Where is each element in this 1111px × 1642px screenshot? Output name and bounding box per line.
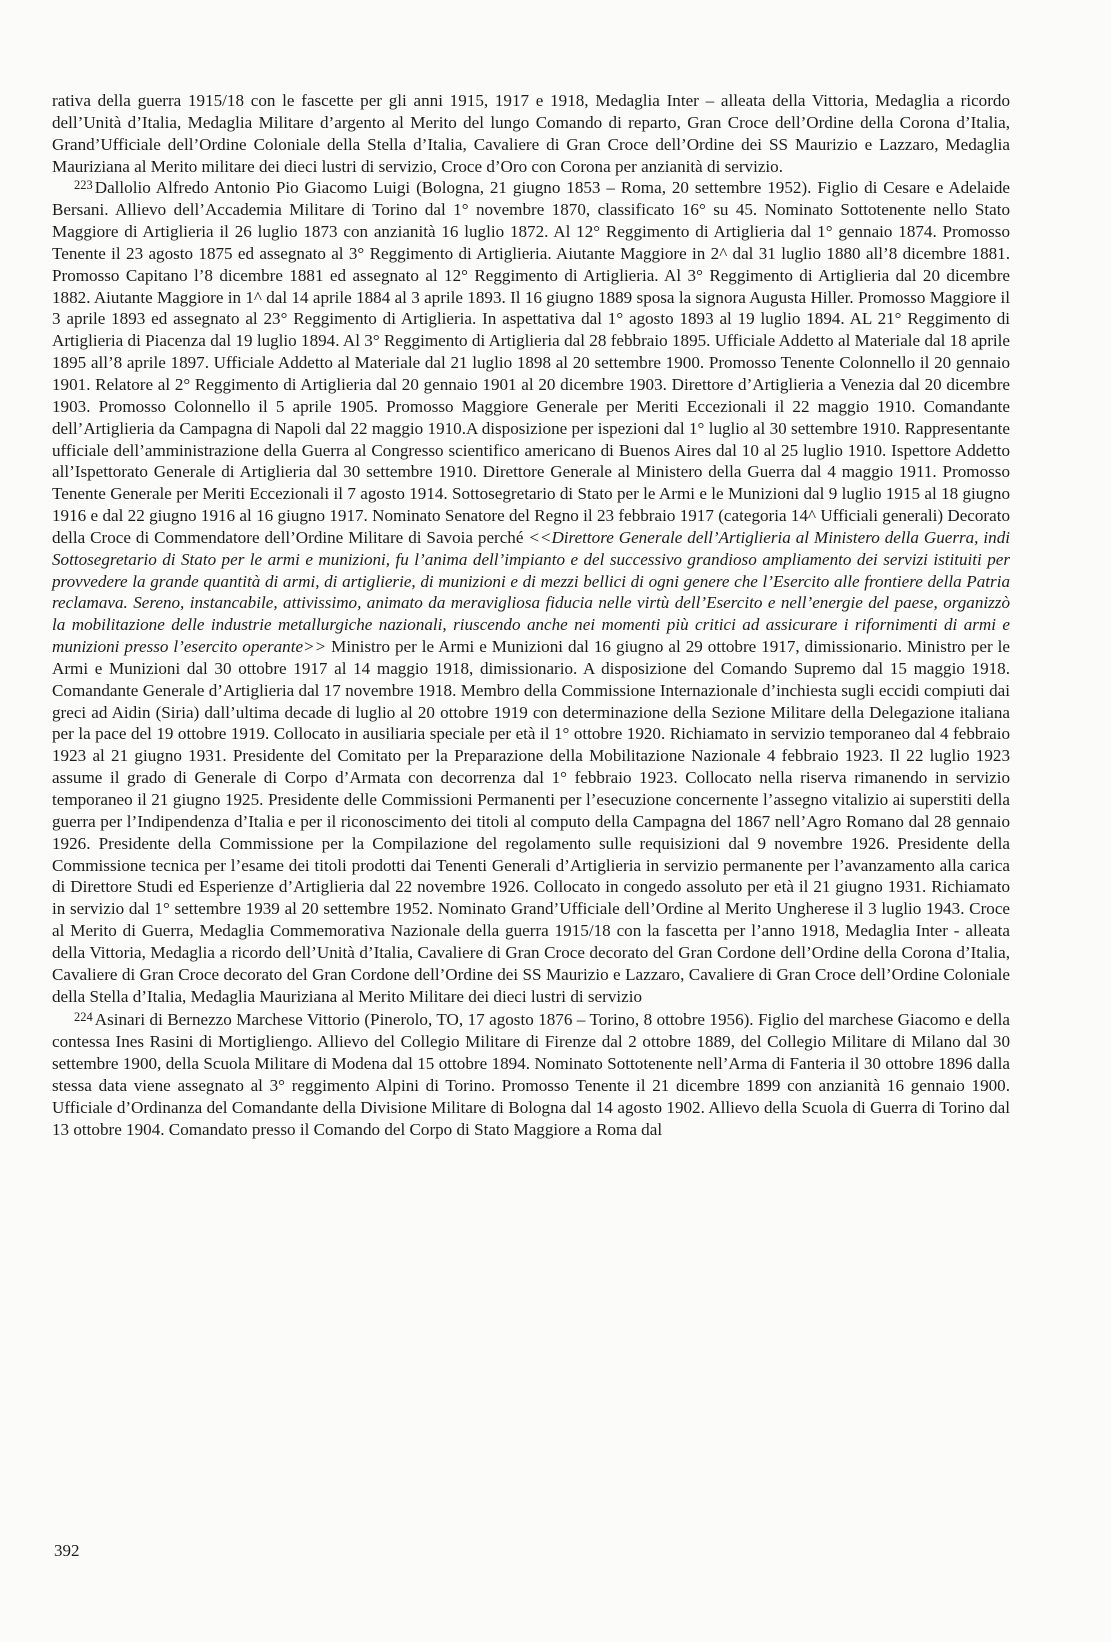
page-body	[52, 90, 1010, 1141]
footnote-number: 224	[74, 1010, 93, 1025]
footnote-number: 223	[74, 178, 93, 193]
paragraph-continuation: rativa della guerra 1915/18 con le fascette per gli anni 1915, 1917 e 1918, Medaglia Inter – alleata della Vittoria, Medaglia a ricordo dell’Unità d’Italia, Medaglia Militare d’argento al Merito del lungo Comando di reparto, Gran Croce dell’Ordine della Corona d’Italia, Grand’Ufficiale dell’Ordine Coloniale della Stella d’Italia, Cavaliere di Gran Croce dell’Ordine dei SS Maurizio e Lazzaro, Medaglia Mauriziana al Merito militare dei dieci lustri di servizio, Croce d’Oro con Corona per anzianità di servizio.	[52, 91, 1010, 176]
footnote-223	[52, 177, 1010, 1007]
page-number: 392	[54, 1541, 80, 1560]
footnote-text: Asinari di Bernezzo Marchese Vittorio (Pinerolo, TO, 17 agosto 1876 – Torino, 8 ottobre 1956). Figlio del marchese Giacomo e della contessa Ines Rasini di Mortigliengo. Allievo del Collegio Militare di Firenze dal 2 ottobre 1889, del Collegio Militare di Milano dal 30 settembre 1900, della Scuola Militare di Modena dal 15 ottobre 1894. Nominato Sottotenente nell’Arma di Fanteria il 30 ottobre 1896 dalla stessa data viene assegnato al 3° reggimento Alpini di Torino. Promosso Tenente il 21 dicembre 1899 con anzianità 16 gennaio 1900. Ufficiale d’Ordinanza del Comandante della Divisione Militare di Bologna dal 14 agosto 1902. Allievo della Scuola di Guerra di Torino dal 13 ottobre 1904. Comandato presso il Comando del Corpo di Stato Maggiore a Roma dal	[52, 1010, 1010, 1139]
citation-quote: <<Direttore Generale dell’Artiglieria al Ministero della Guerra, indi Sottosegretario di Stato per le armi e munizioni, fu l’anima dell’impianto e del successivo grandioso ampliamento dei servizi istituiti per provvedere la grande quantità di armi, di artiglierie, di munizioni e di mezzi bellici di ogni genere che l’Esercito alle frontiere della Patria reclamava. Sereno, instancabile, attivissimo, animato da meravigliosa fiducia nelle virtù dell’Esercito e nell’energie del paese, organizzò la mobilitazione delle industrie metallurgiche nazionali, riuscendo anche nei momenti più critici ad assicurare i rifornimenti di armi e munizioni presso l’esercito operante>>	[52, 527, 1010, 657]
footnote-text: Dallolio Alfredo Antonio Pio Giacomo Luigi (Bologna, 21 giugno 1853 – Roma, 20 settembre 1952). Figlio di Cesare e Adelaide Bersani. Allievo dell’Accademia Militare di Torino dal 1° novembre 1870, classificato 16° su 45. Nominato Sottotenente nello Stato Maggiore di Artiglieria il 26 luglio 1873 con anzianità 16 luglio 1872. Al 12° Reggimento di Artiglieria dal 1° gennaio 1874. Promosso Tenente il 23 agosto 1875 ed assegnato al 3° Reggimento di Artiglieria. Aiutante Maggiore in 2^ dal 31 luglio 1880 all’8 dicembre 1881. Promosso Capitano l’8 dicembre 1881 ed assegnato al 12° Reggimento di Artiglieria. Al 3° Reggimento di Artiglieria dal 20 dicembre 1882. Aiutante Maggiore in 1^ dal 14 aprile 1884 al 3 aprile 1893. Il 16 giugno 1889 sposa la signora Augusta Hiller. Promosso Maggiore il 3 aprile 1893 ed assegnato al 23° Reggimento di Artiglieria. In aspettativa dal 1° agosto 1893 al 19 luglio 1894. AL 21° Reggimento di Artiglieria di Piacenza dal 19 luglio 1894. Al 3° Reggimento di Artiglieria dal 28 febbraio 1895. Ufficiale Addetto al Materiale dal 18 aprile 1895 all’8 aprile 1897. Ufficiale Addetto al Materiale dal 21 luglio 1898 al 20 settembre 1900. Promosso Tenente Colonnello il 20 gennaio 1901. Relatore al 2° Reggimento di Artiglieria dal 20 gennaio 1901 al 20 dicembre 1903. Direttore d’Artiglieria a Venezia dal 20 dicembre 1903. Promosso Colonnello il 5 aprile 1905. Promosso Maggiore Generale per Meriti Eccezionali il 22 maggio 1910. Comandante dell’Artiglieria da Campagna di Napoli dal 22 maggio 1910.A disposizione per ispezioni dal 1° luglio al 30 settembre 1910. Rappresentante ufficiale dell’amministrazione della Guerra al Congresso scientifico americano di Buenos Aires dal 10 al 25 luglio 1910. Ispettore Addetto all’Ispettorato Generale di Artiglieria dal 30 settembre 1910. Direttore Generale al Ministero della Guerra dal 4 maggio 1911. Promosso Tenente Generale per Meriti Eccezionali il 7 agosto 1914. Sottosegretario di Stato per le Armi e le Munizioni dal 9 luglio 1915 al 18 giugno 1916 e dal 22 giugno 1916 al 16 giugno 1917. Nominato Senatore del Regno il 23 febbraio 1917 (categoria 14^ Ufficiali generali) Decorato della Croce di Commendatore dell’Ordine Militare di Savoia perché	[52, 178, 1010, 547]
footnote-224	[52, 1009, 1010, 1140]
footnote-text-continued: Ministro per le Armi e Munizioni dal 16 giugno al 29 ottobre 1917, dimissionario. Ministro per le Armi e Munizioni dal 30 ottobre 1917 al 14 maggio 1918, dimissionario. A disposizione del Comando Supremo dal 15 maggio 1918. Comandante Generale d’Artiglieria dal 17 novembre 1918. Membro della Commissione Internazionale d’inchiesta sugli eccidi compiuti dai greci ad Aidin (Siria) dall’ultima decade di luglio al 20 ottobre 1919 con determinazione della Sezione Militare della Delegazione italiana per la pace del 19 ottobre 1919. Collocato in ausiliaria speciale per età il 1° ottobre 1920. Richiamato in servizio temporaneo dal 4 febbraio 1923 al 21 giugno 1931. Presidente del Comitato per la Preparazione della Mobilitazione Nazionale 4 febbraio 1923. Il 22 luglio 1923 assume il grado di Generale di Corpo d’Armata con decorrenza dal 1° febbraio 1923. Collocato nella riserva rimanendo in servizio temporaneo il 21 giugno 1925. Presidente delle Commissioni Permanenti per l’esecuzione concernente l’assegno vitalizio ai superstiti della guerra per l’Indipendenza d’Italia e per il riconoscimento dei titoli al computo della Campagna del 1867 nell’Agro Romano dal 28 gennaio 1926. Presidente della Commissione per la Compilazione del regolamento sulle requisizioni dal 9 novembre 1926. Presidente della Commissione tecnica per l’esame dei titoli prodotti dai Tenenti Generali d’Artiglieria in servizio permanente per l’avanzamento alla carica di Direttore Studi ed Esperienze d’Artiglieria dal 22 novembre 1926. Collocato in congedo assoluto per età il 21 giugno 1931. Richiamato in servizio dal 1° settembre 1939 al 20 settembre 1952. Nominato Grand’Ufficiale dell’Ordine al Merito Ungherese il 3 luglio 1943. Croce al Merito di Guerra, Medaglia Commemorativa Nazionale della guerra 1915/18 con la fascetta per l’anno 1918, Medaglia Inter - alleata della Vittoria, Medaglia a ricordo dell’Unità d’Italia, Cavaliere di Gran Croce decorato del Gran Cordone dell’Ordine della Corona d’Italia, Cavaliere di Gran Croce decorato del Gran Cordone dell’Ordine dei SS Maurizio e Lazzaro, Cavaliere di Gran Croce dell’Ordine Coloniale della Stella d’Italia, Medaglia Mauriziana al Merito Militare dei dieci lustri di servizio	[52, 637, 1010, 1006]
